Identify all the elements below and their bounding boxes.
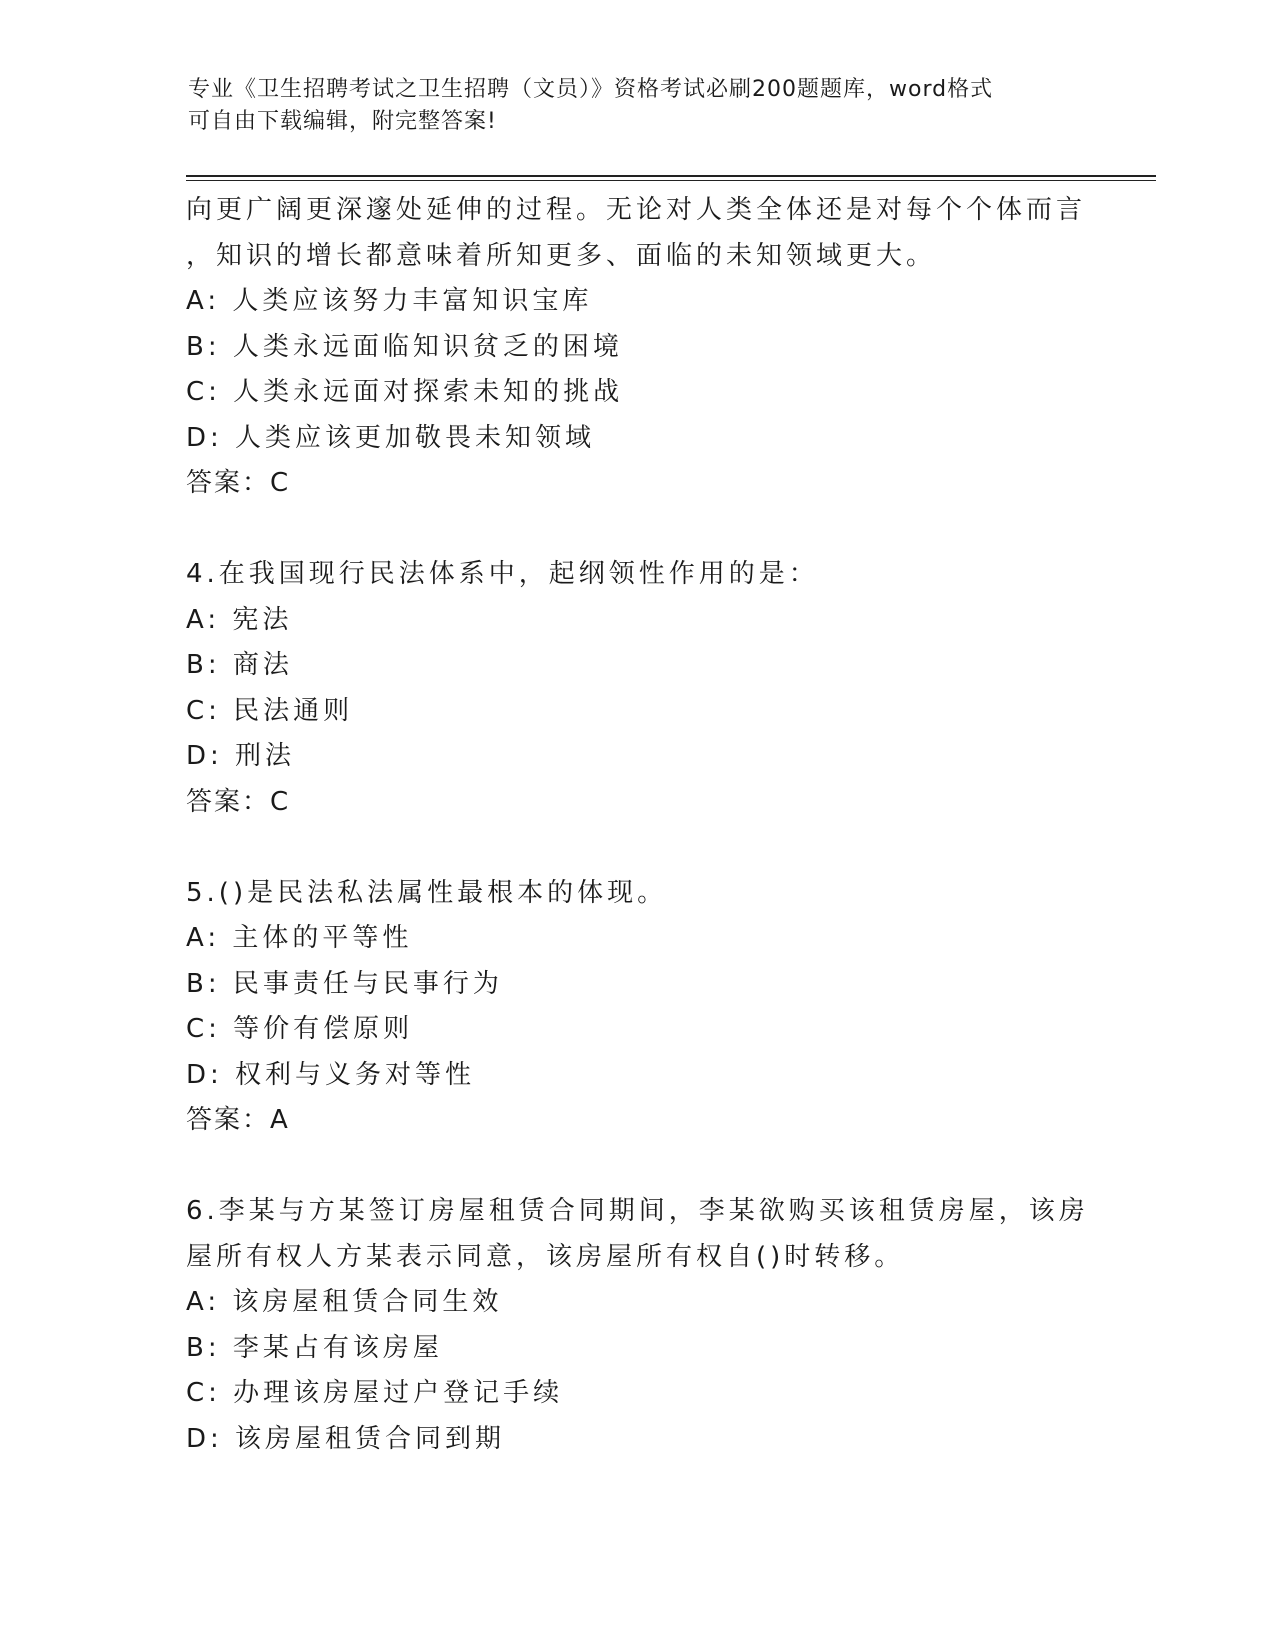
option-b: B: 李某占有该房屋 — [186, 1332, 443, 1363]
header-line-2: 可自由下载编辑，附完整答案! — [188, 109, 497, 134]
option-a: A: 主体的平等性 — [186, 923, 413, 953]
option-c: C: 人类永远面对探索未知的挑战 — [186, 377, 624, 407]
option-c: C: 等价有偿原则 — [186, 1014, 414, 1044]
question-3 — [186, 188, 1086, 507]
option-d: D: 人类应该更加敬畏未知领域 — [186, 422, 596, 453]
question-5 — [186, 871, 1086, 1144]
option-b: B: 商法 — [186, 650, 293, 680]
option-c: C: 办理该房屋过户登记手续 — [186, 1378, 564, 1408]
answer-label: 答案：A — [186, 1105, 290, 1135]
answer-label: 答案：C — [186, 786, 291, 817]
option-b: B: 民事责任与民事行为 — [186, 968, 503, 999]
option-a: A: 宪法 — [186, 604, 293, 635]
header-divider — [186, 175, 1156, 181]
page-header — [188, 74, 1088, 138]
option-d: D: 权利与义务对等性 — [186, 1059, 476, 1090]
spacer — [186, 507, 1086, 553]
spacer — [186, 1144, 1086, 1190]
option-d: D: 该房屋租赁合同到期 — [186, 1423, 506, 1454]
question-stem-line: 屋所有权人方某表示同意，该房屋所有权自()时转移。 — [186, 1241, 905, 1272]
option-b: B: 人类永远面临知识贫乏的困境 — [186, 331, 623, 362]
header-line-1: 专业《卫生招聘考试之卫生招聘（文员）》资格考试必刷200题题库，word格式 — [188, 77, 994, 102]
question-stem-line: 4.在我国现行民法体系中，起纲领性作用的是： — [186, 559, 819, 589]
answer-label: 答案：C — [186, 468, 291, 498]
question-4 — [186, 552, 1086, 825]
option-d: D: 刑法 — [186, 741, 296, 771]
spacer — [186, 825, 1086, 871]
question-6 — [186, 1189, 1089, 1462]
option-a: A: 该房屋租赁合同生效 — [186, 1287, 503, 1317]
question-list — [186, 188, 1089, 1462]
option-c: C: 民法通则 — [186, 695, 354, 726]
option-a: A: 人类应该努力丰富知识宝库 — [186, 286, 593, 316]
question-stem-line: 6.李某与方某签订房屋租赁合同期间，李某欲购买该租赁房屋，该房 — [186, 1196, 1089, 1226]
question-stem-line: 5.()是民法私法属性最根本的体现。 — [186, 877, 668, 908]
question-stem-line: ，知识的增长都意味着所知更多、面临的未知领域更大。 — [186, 240, 937, 271]
question-stem-line: 向更广阔更深邃处延伸的过程。无论对人类全体还是对每个个体而言 — [186, 195, 1087, 225]
